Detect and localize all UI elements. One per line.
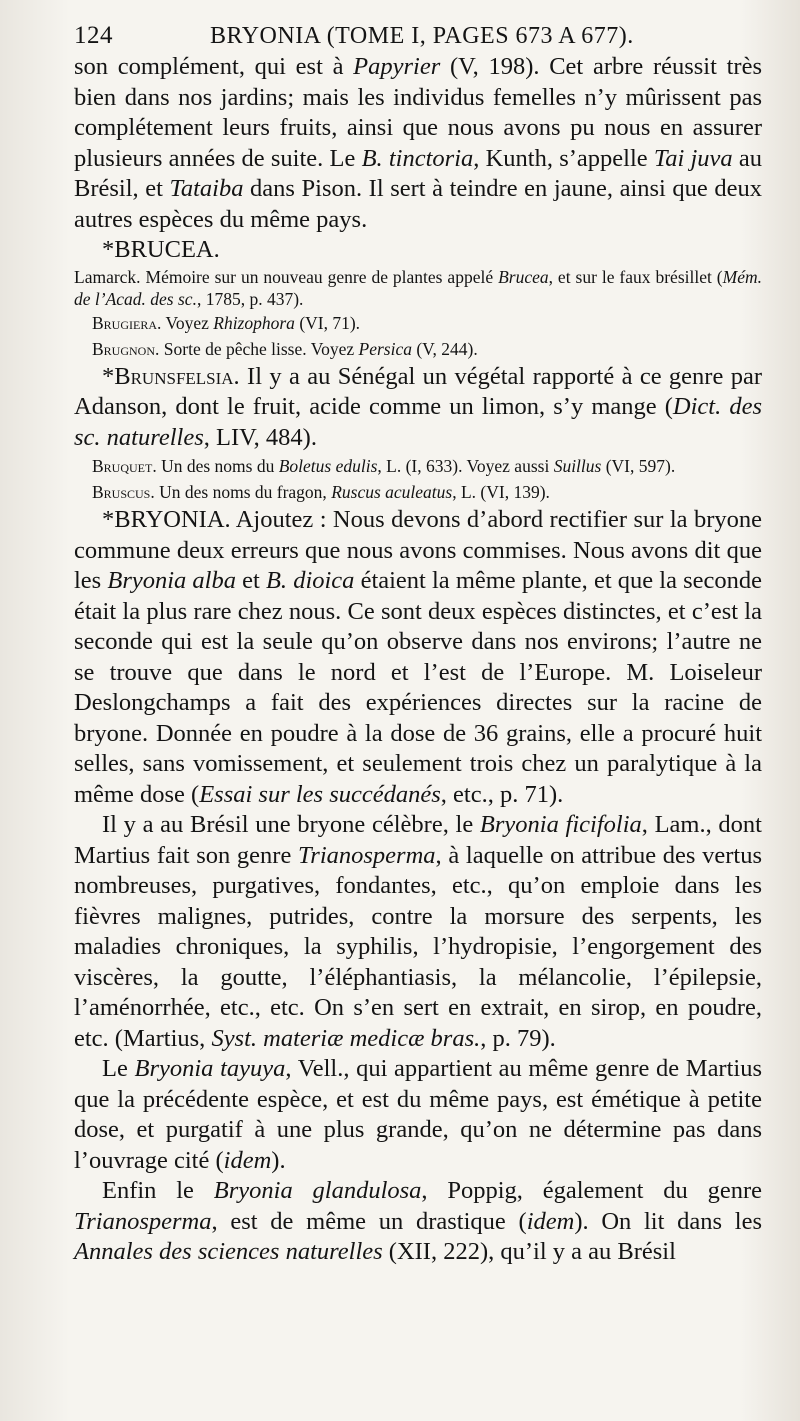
paragraph-papyrier: [74, 52, 762, 235]
text: Enfin le: [102, 1177, 214, 1204]
italic-text: Trianosperma: [74, 1207, 212, 1235]
paragraph-bryonia-glandulosa: [74, 1176, 762, 1268]
italic-text: Annales des sciences naturelles: [74, 1238, 383, 1265]
text: au Brésil, et: [74, 144, 763, 202]
italic-text: Bryonia glandulosa: [213, 1177, 422, 1204]
italic-text: Rhizophora: [213, 312, 295, 333]
text: Sorte de pêche lisse. Voyez: [159, 338, 359, 359]
entry-name: Brugnon.: [92, 338, 160, 359]
text: , Lam., dont Martius fait son genre: [74, 811, 762, 869]
text: , 1785, p. 437).: [196, 288, 304, 309]
italic-text: Papyrier: [353, 53, 441, 80]
italic-text: Boletus edulis: [278, 456, 378, 476]
text: , et sur le faux brésillet (: [548, 266, 723, 287]
text: Il y a au Brésil une bryone célèbre, le: [102, 811, 480, 838]
italic-text: Tai juva: [653, 144, 733, 172]
text: Ajoutez : Nous devons d’abord rectifier sur la bryone commune deux erreurs que nous avons commises. Nous avons dit que les: [74, 506, 762, 594]
text: , etc., p. 71).: [440, 780, 564, 808]
running-title: BRYONIA (TOME I, PAGES 673 A 677).: [210, 23, 634, 49]
paragraph-bryonia-tayuya: [74, 1054, 762, 1176]
text: son complément, qui est à: [74, 53, 354, 80]
text: (V, 198). Cet arbre réussit très bien dans nos jardins; mais les individus femelles n’y mûrissent pas complétement leurs fruits, ainsi que nous avons pu nous en assurer plusieurs années de suite. Le: [74, 53, 762, 172]
italic-text: B. tinctoria: [361, 144, 474, 172]
italic-text: Persica: [358, 338, 412, 359]
text: Lamarck. Mémoire sur un nouveau genre de plantes appelé: [74, 266, 499, 287]
text: , est de même un drastique (: [211, 1207, 527, 1235]
text: Un des noms du: [156, 456, 279, 476]
text: étaient la même plante, et que la seconde était la plus rare chez nous. Ce sont deux espèces distinctes, et c’est la seconde qui est la seule qu’on observe dans nos environs; l’autre ne se trouve que dans le nord et l’est de l’Europe. M. Loiseleur Deslongchamps a fait des expériences directes sur la racine de bryone. Donnée en poudre à la dose de 36 grains, elle a procuré huit selles, sans vomissement, et seulement trois chez un paralytique à la même dose (: [74, 567, 763, 808]
italic-text: Bryonia alba: [107, 567, 236, 594]
italic-text: Tataiba: [169, 175, 244, 202]
text: , Vell., qui appartient au même genre de Martius que la précédente espèce, et est du même pays, est émétique à petite dose, et purgatif à une plus grande, qu’on ne détermine pas dans l’ouvrage cité (: [74, 1055, 762, 1174]
entry-brugnon: [74, 338, 762, 360]
entry-name: Bruquet.: [92, 456, 157, 476]
text: ). On lit dans les: [574, 1207, 762, 1235]
text: (VI, 597).: [601, 456, 676, 476]
text: (V, 244).: [411, 338, 478, 359]
entry-heading-brucea: *BRUCEA.: [102, 236, 220, 263]
italic-text: Ruscus aculeatus: [331, 482, 453, 502]
entry-name: Bruscus.: [92, 482, 155, 502]
text: , à laquelle on attribue des vertus nombreuses, purgatives, fondantes, etc., qu’on emploie dans les fièvres malignes, putrides, contre la morsure des serpents, les maladies chroniques, la syphilis, l’hydropisie, l’engorgement des viscères, la goutte, l’éléphantiasis, la mélancolie, l’épilepsie, l’aménorrhée, etc., etc. On s’en sert en extrait, en sirop, en poudre, etc. (Martius,: [74, 841, 762, 1052]
italic-text: Mém. de l’Acad. des sc.: [74, 266, 762, 309]
text: , Poppig, également du genre: [421, 1177, 762, 1204]
text: Voyez: [161, 312, 214, 333]
italic-text: B. dioica: [265, 567, 355, 594]
entry-bruquet: [74, 455, 762, 477]
entry-brugiera: [74, 312, 762, 334]
italic-text: Essai sur les succédanés: [199, 780, 441, 808]
page-header: [74, 22, 762, 50]
italic-text: idem: [526, 1207, 575, 1235]
italic-text: Dict. des sc. naturelles: [74, 393, 762, 451]
italic-text: Brucea: [498, 266, 549, 287]
entry-name: *Brunsfelsia.: [102, 362, 240, 390]
page-number: 124: [74, 22, 113, 49]
text: (VI, 71).: [294, 312, 361, 333]
italic-text: Syst. materiæ medicæ bras.: [211, 1024, 481, 1052]
italic-text: Bryonia tayuya: [134, 1055, 286, 1082]
reference-brucea: [74, 266, 762, 310]
text: Le: [102, 1055, 135, 1082]
text: et: [236, 567, 266, 594]
text: ).: [271, 1146, 286, 1174]
text: , Kunth, s’appelle: [473, 144, 654, 172]
italic-text: idem: [223, 1146, 272, 1174]
text: (XII, 222), qu’il y a au Brésil: [382, 1238, 676, 1265]
text: dans Pison. Il sert à teindre en jaune, ainsi que deux autres espèces du même pays.: [74, 175, 762, 233]
italic-text: Bryonia ficifolia: [479, 811, 642, 838]
paragraph-bryonia-ficifolia: [74, 810, 762, 1054]
entry-bruscus: [74, 481, 762, 503]
text: Il y a au Sénégal un végétal rapporté à ce genre par Adanson, dont le fruit, acide comme un limon, s’y mange (: [74, 362, 762, 420]
text: , L. (VI, 139).: [452, 482, 550, 502]
entry-bryonia: [74, 505, 762, 810]
text: , p. 79).: [480, 1024, 556, 1052]
italic-text: Trianosperma: [298, 841, 436, 869]
entry-name: Brugiera.: [92, 312, 162, 333]
entry-name: *BRYONIA.: [102, 506, 231, 533]
text: , LIV, 484).: [203, 423, 317, 451]
entry-brunsfelsia: [74, 362, 762, 454]
italic-text: Suillus: [553, 456, 602, 476]
text: , L. (I, 633). Voyez aussi: [377, 456, 554, 476]
text: Un des noms du fragon,: [154, 482, 332, 502]
